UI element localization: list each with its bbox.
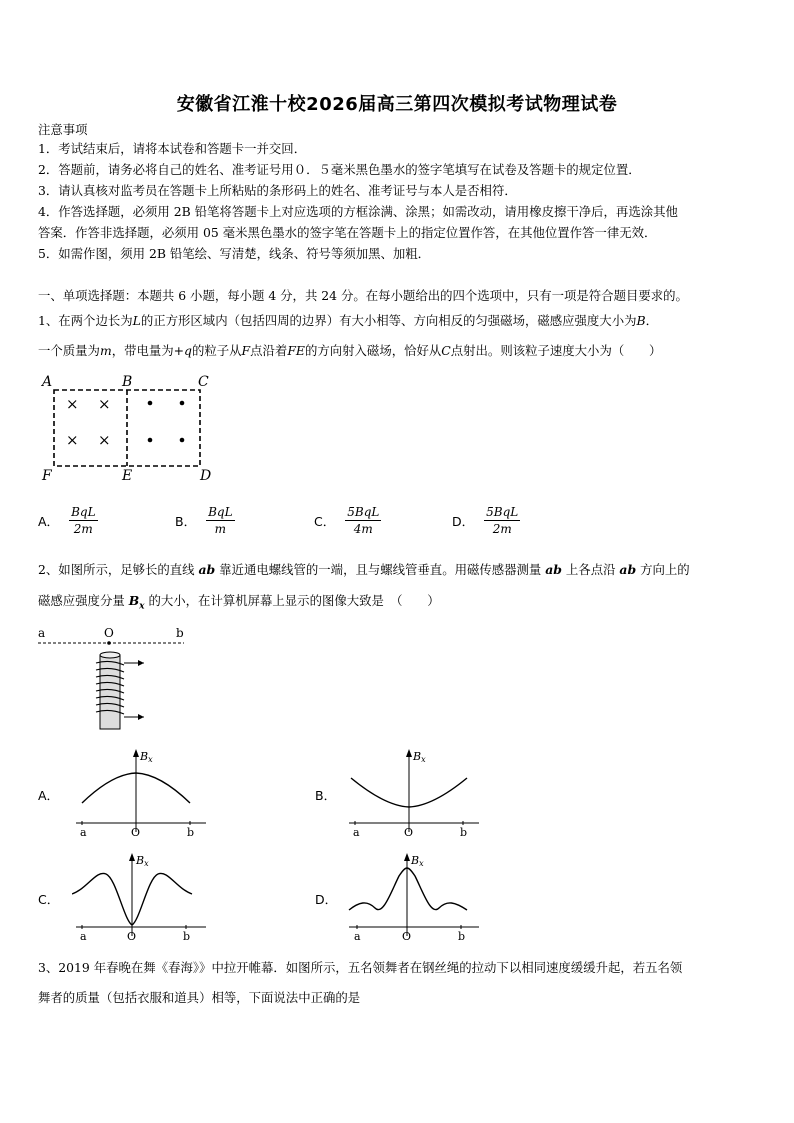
q2-stem-line1 (38, 562, 690, 578)
solenoid-core (100, 655, 120, 729)
var-ab: ab (198, 562, 216, 577)
denominator: 2m (492, 522, 512, 536)
q1-option-c[interactable] (314, 505, 381, 536)
subscript-x: x (139, 601, 145, 612)
option-label[interactable]: D． (315, 892, 338, 907)
text: 的方向射入磁场，恰好从 (304, 343, 442, 358)
tick-label-b: b (460, 826, 468, 839)
tick-label-b: b (183, 930, 191, 943)
q3-stem-line1: 3、2019 年春晚在舞《春海》》中拉开帷幕．如图所示，五名领舞者在钢丝绳的拉动下以相同速度缓缓升起，若五名领 (38, 960, 683, 975)
dot-mark (148, 438, 153, 443)
var-B: B (636, 313, 646, 328)
text: 方向上的 (636, 562, 690, 577)
q2-graph-b (345, 748, 485, 840)
axis-label (412, 750, 426, 764)
label-a: a (38, 626, 46, 640)
text: 1、在两个边长为 (38, 313, 133, 328)
q2-solenoid-figure (34, 625, 194, 735)
notice-item: 答案．作答非选择题，必须用 05 毫米黑色墨水的签字笔在答题卡上的指定位置作答，在其他位置作答一律无效． (38, 225, 657, 240)
numerator: 5BqL (486, 505, 519, 519)
label-C: C (198, 374, 209, 390)
denominator: m (214, 522, 226, 536)
text: 2、如图所示，足够长的直线 (38, 562, 199, 577)
cross-mark: × (66, 431, 79, 449)
arrow-icon (133, 749, 139, 757)
q2-stem-line2 (38, 593, 440, 614)
text: 磁感应强度分量 (38, 593, 129, 608)
var-m: m (99, 343, 112, 358)
text: ． (645, 313, 658, 328)
numerator: 5BqL (347, 505, 380, 519)
notice-item: 5．如需作图，须用 2B 铅笔绘、写清楚，线条、符号等须加黑、加粗． (38, 246, 431, 261)
q1-option-a[interactable] (38, 505, 98, 536)
label-b: b (176, 626, 184, 640)
axis-sub: x (421, 755, 426, 764)
text: ，带电量为 (111, 343, 174, 358)
q2-graph-c (72, 852, 212, 944)
point-O (107, 641, 111, 645)
section-header: 一、单项选择题：本题共 6 小题，每小题 4 分，共 24 分。在每小题给出的四个选项中，只有一项是符合题目要求的。 (38, 288, 688, 303)
text: 点沿着 (250, 343, 288, 358)
option-label: C． (314, 513, 336, 529)
denominator: 2m (73, 522, 93, 536)
arrow-icon (404, 853, 410, 861)
tick-label-O: O (127, 930, 137, 943)
option-fraction (484, 505, 520, 536)
option-fraction (345, 505, 381, 536)
var-FE: FE (287, 343, 305, 358)
axis-sub: x (419, 859, 424, 868)
page-title: 安徽省江淮十校2026届高三第四次模拟考试物理试卷 (176, 94, 618, 115)
text: 靠近通电螺线管的一端，且与螺线管垂直。用磁传感器测量 (215, 562, 546, 577)
label-D: D (200, 468, 212, 484)
tick-label-b: b (187, 826, 195, 839)
cross-mark: × (98, 431, 111, 449)
q1-magnetic-field-figure (36, 370, 226, 485)
q1-stem-line1 (38, 313, 658, 329)
option-label: A． (38, 513, 60, 529)
var-C: C (441, 343, 451, 358)
q1-option-b[interactable] (175, 505, 235, 536)
cross-mark: × (98, 395, 111, 413)
var-L: L (132, 313, 141, 328)
option-fraction (69, 505, 97, 536)
text: 点射出。则该粒子速度大小为（ ） (450, 343, 662, 358)
axis-label (135, 854, 149, 868)
tick-label-O: O (404, 826, 414, 839)
var-q: +q (173, 343, 192, 358)
axis-sub: x (144, 859, 149, 868)
axis-B: B (136, 854, 145, 867)
option-label[interactable]: C． (38, 892, 60, 907)
var-ab: ab (545, 562, 562, 577)
notice-item: 4．作答选择题，必须用 2B 铅笔将答题卡上对应选项的方框涂满、涂黑；如需改动，请用橡皮擦干净后，再选涂其他 (38, 204, 678, 219)
q3-stem-line2: 舞者的质量（包括衣服和道具）相等，下面说法中正确的是 (38, 990, 361, 1005)
axis-B: B (413, 750, 422, 763)
text: 的大小，在计算机屏幕上显示的图像大致是 （ ） (144, 593, 440, 608)
tick-label-O: O (402, 930, 412, 943)
arrow-icon (406, 749, 412, 757)
axis-sub: x (148, 755, 153, 764)
dot-mark (180, 401, 185, 406)
q1-stem-line2 (38, 343, 661, 359)
text: 一个质量为 (38, 343, 100, 358)
label-O: O (104, 626, 114, 640)
q2-graph-d (345, 852, 485, 944)
tick-label-a: a (80, 930, 87, 943)
arrow-icon (129, 853, 135, 861)
q2-graph-a (72, 748, 212, 840)
option-fraction (206, 505, 234, 536)
tick-label-a: a (353, 826, 360, 839)
tick-label-a: a (80, 826, 87, 839)
option-label: B． (175, 513, 197, 529)
option-label[interactable]: B． (315, 788, 337, 803)
text: 的粒子从 (191, 343, 242, 358)
numerator: BqL (71, 505, 96, 519)
label-A: A (42, 374, 53, 390)
dot-mark (148, 401, 153, 406)
q1-option-d[interactable] (452, 505, 520, 536)
arrow-icon (138, 660, 144, 666)
axis-B: B (411, 854, 420, 867)
notice-item: 3．请认真核对监考员在答题卡上所粘贴的条形码上的姓名、准考证号与本人是否相符． (38, 183, 517, 198)
numerator: BqL (208, 505, 233, 519)
notice-item: 2．答题前，请务必将自己的姓名、准考证号用０．５毫米黑色墨水的签字笔填写在试卷及答题卡的规定位置． (38, 162, 641, 177)
solenoid-top (100, 652, 120, 658)
label-F: F (42, 468, 52, 484)
axis-label (410, 854, 424, 868)
axis-B: B (140, 750, 149, 763)
label-E: E (122, 468, 133, 484)
tick-label-a: a (354, 930, 361, 943)
var-ab: ab (619, 562, 637, 577)
arrow-icon (138, 714, 144, 720)
label-B: B (122, 374, 133, 390)
var-B: B (128, 593, 140, 608)
option-label: D． (452, 513, 475, 529)
curve (349, 868, 467, 910)
notice-item: 1．考试结束后，请将本试卷和答题卡一并交回． (38, 141, 307, 156)
cross-mark: × (66, 395, 79, 413)
var-F: F (241, 343, 251, 358)
tick-label-b: b (458, 930, 466, 943)
axis-label (139, 750, 153, 764)
text: 的正方形区域内（包括四周的边界）有大小相等、方向相反的匀强磁场，磁感应强度大小为 (140, 313, 637, 328)
denominator: 4m (353, 522, 373, 536)
dot-mark (180, 438, 185, 443)
notice-heading: 注意事项 (38, 122, 88, 137)
option-label[interactable]: A． (38, 788, 60, 803)
tick-label-O: O (131, 826, 141, 839)
text: 上各点沿 (561, 562, 620, 577)
